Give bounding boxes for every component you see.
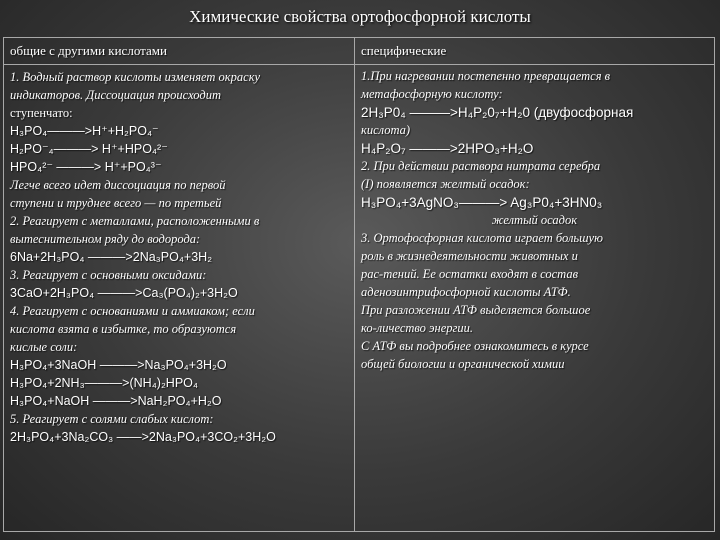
left-line: ступени и труднее всего — по третьей (10, 196, 222, 210)
left-line: 4. Реагирует с основаниями и аммиаком; если (10, 304, 255, 318)
right-line: ко-личество энергии. (361, 321, 474, 335)
left-line: H₃PO₄+3NaOH ———>Na₃PO₄+3H₂O (10, 358, 227, 372)
left-line: 3CaO+2H₃PO₄ ———>Ca₃(PO₄)₂+3H₂O (10, 286, 238, 300)
right-line: 2H₃P0₄ ———>H₄P₂0₇+H₂0 (двуфосфорная (361, 105, 634, 120)
left-line: 2H₃PO₄+3Na₂CO₃ ——>2Na₃PO₄+3CO₂+3H₂O (10, 430, 276, 444)
left-line: 1. Водный раствор кислоты изменяет окраску (10, 70, 261, 84)
left-line: H₂PO⁻₄———> H⁺+HPO₄²⁻ (10, 142, 168, 156)
right-line: 3. Ортофосфорная кислота играет большую (361, 231, 603, 245)
right-line: роль в жизнедеятельности животных и (361, 249, 578, 263)
right-line: 2. При действии раствора нитрата серебра (361, 159, 601, 173)
left-line: H₃PO₄———>H⁺+H₂PO₄⁻ (10, 124, 159, 138)
page-title: Химические свойства ортофосфорной кислоты (189, 7, 531, 26)
right-line: С АТФ вы подробнее ознакомитесь в курсе (361, 339, 589, 353)
left-line: ступенчато: (10, 106, 73, 120)
right-line: 1.При нагревании постепенно превращается в (361, 69, 611, 83)
table-body-row (4, 65, 715, 532)
left-line: H₃PO₄+2NH₃———>(NH₄)₂HPO₄ (10, 376, 199, 390)
general-properties-cell (4, 65, 355, 532)
left-line: 6Na+2H₃PO₄ ———>2Na₃PO₄+3H₂ (10, 250, 213, 264)
left-line: кислые соли: (10, 340, 78, 354)
right-line: (I) появляется желтый осадок: (361, 177, 530, 191)
right-line: H₄P₂O₇ ———>2HPO₃+H₂O (361, 141, 534, 156)
header-specific: специфические (355, 38, 715, 65)
table-header-row (4, 38, 715, 65)
left-line: 2. Реагирует с металлами, расположенными в (10, 214, 260, 228)
right-line: аденозинтрифосфорной кислоты АТФ. (361, 285, 571, 299)
right-line: желтый осадок (491, 213, 578, 227)
right-line: При разложении АТФ выделяется большое (361, 303, 591, 317)
right-line: H₃PO₄+3AgNO₃———> Ag₃P0₄+3HN0₃ (361, 195, 603, 210)
specific-properties-cell (355, 65, 715, 532)
left-line: 3. Реагирует с основными оксидами: (10, 268, 207, 282)
left-line: вытеснительном ряду до водорода: (10, 232, 201, 246)
left-line: H₃PO₄+NaOH ———>NaH₂PO₄+H₂O (10, 394, 222, 408)
left-line: индикаторов. Диссоциация происходит (10, 88, 221, 102)
properties-table (3, 37, 715, 532)
left-line: 5. Реагирует с солями слабых кислот: (10, 412, 214, 426)
right-line: общей биологии и органической химии (361, 357, 565, 371)
left-line: Легче всего идет диссоциация по первой (10, 178, 226, 192)
header-general: общие с другими кислотами (4, 38, 355, 65)
right-line: кислота) (361, 123, 411, 137)
right-line: метафосфорную кислоту: (361, 87, 503, 101)
left-line: кислота взята в избытке, то образуются (10, 322, 237, 336)
left-line: HPO₄²⁻ ———> H⁺+PO₄³⁻ (10, 160, 162, 174)
right-line: рас-тений. Ее остатки входят в состав (361, 267, 578, 281)
